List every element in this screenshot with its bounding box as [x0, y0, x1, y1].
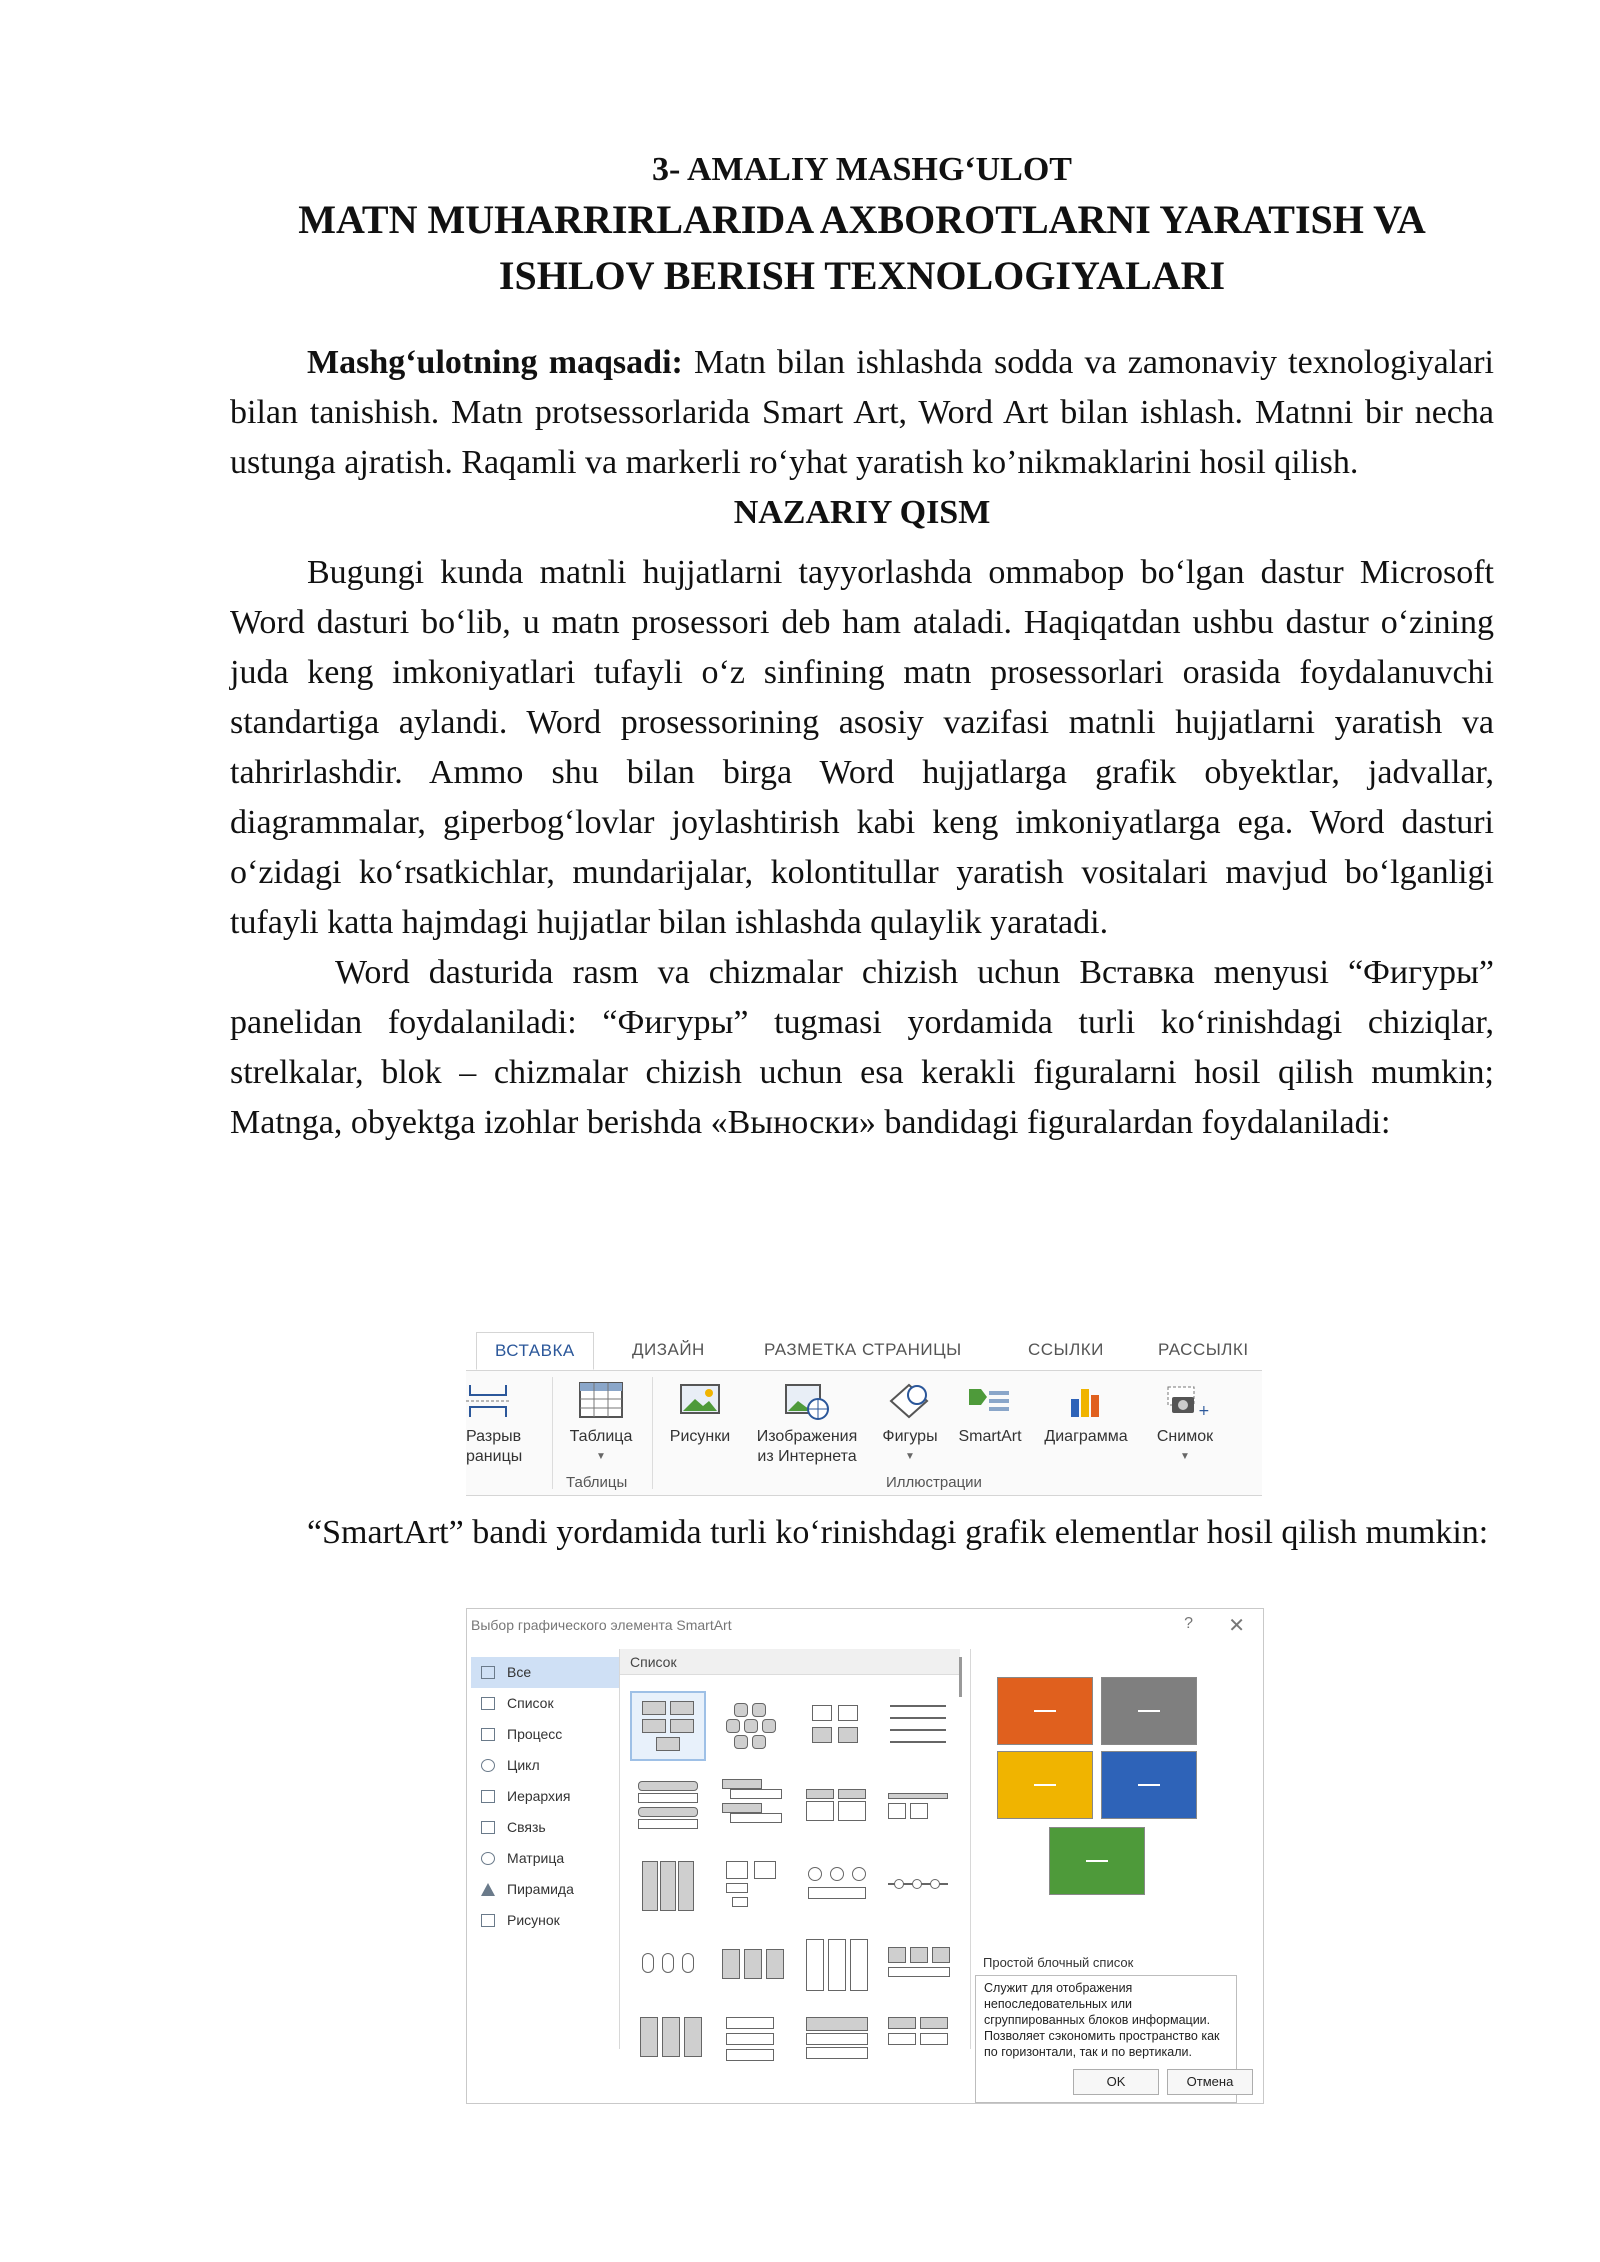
- process-icon: [481, 1728, 495, 1741]
- screenshot-label: Снимок: [1156, 1428, 1214, 1445]
- table-button[interactable]: [556, 1381, 646, 1467]
- smartart-button[interactable]: [950, 1381, 1030, 1447]
- category-label: Связь: [507, 1819, 546, 1835]
- main-title-line-1: MATN MUHARRIRLARIDA AXBOROTLARNI YARATISH VA: [298, 197, 1426, 242]
- category-label: Цикл: [507, 1757, 540, 1773]
- category-label: Список: [507, 1695, 554, 1711]
- category-label: Иерархия: [507, 1788, 571, 1804]
- category-all[interactable]: [471, 1657, 619, 1688]
- page-break-label-2: раницы: [466, 1448, 523, 1465]
- category-label: Матрица: [507, 1850, 565, 1866]
- shapes-icon: [887, 1381, 933, 1421]
- layout-grouped-list[interactable]: [800, 1693, 872, 1759]
- online-pictures-label-2: из Интернета: [757, 1448, 857, 1465]
- layout-tab-list[interactable]: [716, 2013, 788, 2079]
- shapes-dropdown-icon: ▼: [905, 1451, 915, 1462]
- practice-number: 3- AMALIY MASHG‘ULOT: [652, 151, 1072, 188]
- pyramid-icon: [481, 1883, 495, 1896]
- gallery-header: Список: [620, 1649, 960, 1675]
- chart-button[interactable]: [1030, 1381, 1142, 1447]
- category-label: Все: [507, 1664, 532, 1680]
- section-heading: NAZARIY QISM: [733, 494, 991, 531]
- goal-text: Matn bilan ishlashda sodda va zamonaviy texnologiyalari bilan tanishish. Matn protsessorlarida Smart Art, Word Art bilan ishlash. Matnni bir necha ustunga ajratish. Raqamli va markerli ro‘yhat yaratish ko’nikmaklarini hosil qilish.: [230, 344, 1494, 481]
- smartart-label: SmartArt: [958, 1428, 1022, 1445]
- layout-square-accent-list[interactable]: [882, 1933, 954, 1999]
- tab-insert[interactable]: ВСТАВКА: [476, 1332, 594, 1370]
- cycle-icon: [481, 1759, 495, 1772]
- ribbon-body: [466, 1371, 1262, 1496]
- tab-page-layout[interactable]: РАЗМЕТКА СТРАНИЦЫ: [764, 1340, 962, 1359]
- category-cycle[interactable]: [471, 1750, 619, 1781]
- category-picture[interactable]: [471, 1905, 619, 1936]
- tab-mailings[interactable]: РАССЫЛКІ: [1158, 1340, 1249, 1359]
- category-label: Пирамида: [507, 1881, 574, 1897]
- matrix-icon: [481, 1852, 495, 1865]
- preview-block-yellow: [997, 1751, 1093, 1819]
- category-process[interactable]: [471, 1719, 619, 1750]
- layout-pin-list[interactable]: [632, 1933, 704, 1999]
- pictures-icon: [677, 1381, 723, 1421]
- preview-description: Служит для отображения непоследовательных или сгруппированных блоков информации. Позволяет сэкономить пространство как по горизонтали, так и по вертикали.: [975, 1975, 1237, 2103]
- layout-grid-list[interactable]: [882, 2013, 954, 2079]
- online-pictures-label-1: Изображения: [756, 1428, 858, 1445]
- preview-block-gray: [1101, 1677, 1197, 1745]
- category-all-icon: [481, 1666, 495, 1679]
- layout-trapezoid-list[interactable]: [882, 1773, 954, 1839]
- goal-paragraph: [230, 338, 1494, 488]
- category-list-type[interactable]: [471, 1688, 619, 1719]
- cancel-button[interactable]: Отмена: [1167, 2069, 1253, 2095]
- screenshot-icon: [1162, 1381, 1208, 1421]
- preview-layout-name: Простой блочный список: [983, 1955, 1134, 1970]
- shapes-paragraph: Word dasturida rasm va chizmalar chizish uchun Вставка menyusi “Фигуры” panelidan foydalaniladi: “Фигуры” tugmasi yordamida turli ko‘rinishdagi chiziqlar, strelkalar, blok – chizmalar chizish uchun esa kerakli figuralarni hosil qilish mumkin; Matnga, obyektga izohlar berishda «Выноски» bandidagi figuralardan foydalaniladi:: [230, 954, 1494, 1141]
- ribbon-separator: [652, 1377, 653, 1489]
- goal-label: Mashg‘ulotning maqsadi:: [307, 344, 683, 381]
- main-title-line-2: ISHLOV BERISH TEXNOLOGIYALARI: [498, 253, 1226, 298]
- category-matrix[interactable]: [471, 1843, 619, 1874]
- table-icon: [578, 1381, 624, 1421]
- help-icon[interactable]: ?: [1184, 1615, 1193, 1632]
- group-tables-label: Таблицы: [566, 1474, 628, 1491]
- layout-hexagon-list[interactable]: [716, 1693, 788, 1759]
- screenshot-dropdown-icon: ▼: [1180, 1451, 1190, 1462]
- online-pictures-icon: [784, 1381, 830, 1421]
- category-pyramid[interactable]: [471, 1874, 619, 1905]
- layout-vertical-bullet-list[interactable]: [632, 1773, 704, 1839]
- layout-lined-list[interactable]: [882, 1693, 954, 1759]
- dialog-title: Выбор графического элемента SmartArt: [471, 1617, 732, 1633]
- pictures-button[interactable]: [658, 1381, 742, 1447]
- group-illustrations-label: Иллюстрации: [886, 1474, 982, 1491]
- svg-text:+: +: [1198, 1403, 1210, 1419]
- shapes-label: Фигуры: [882, 1428, 938, 1445]
- layout-horizontal-bullet-list[interactable]: [800, 1773, 872, 1839]
- smartart-paragraph: “SmartArt” bandi yordamida turli ko‘rinishdagi grafik elementlar hosil qilish mumkin:: [307, 1514, 1489, 1551]
- preview-pane: [971, 1649, 1257, 2059]
- document-page: [230, 150, 1494, 1148]
- hierarchy-icon: [481, 1790, 495, 1803]
- category-label: Рисунок: [507, 1912, 560, 1928]
- category-hierarchy[interactable]: [471, 1781, 619, 1812]
- layout-vertical-chevron-list[interactable]: [632, 1853, 704, 1919]
- layout-table-list[interactable]: [800, 1933, 872, 1999]
- gallery-scrollbar[interactable]: [959, 1657, 962, 1697]
- layout-bracket-list[interactable]: [716, 1933, 788, 1999]
- pictures-label: Рисунки: [669, 1428, 731, 1445]
- smartart-icon: [967, 1381, 1013, 1421]
- ribbon-tabs: [466, 1332, 1262, 1371]
- layout-dot-timeline[interactable]: [882, 1853, 954, 1919]
- layout-stacked-list[interactable]: [716, 1853, 788, 1919]
- table-label: Таблица: [569, 1428, 633, 1445]
- layout-circle-accent-list[interactable]: [800, 1853, 872, 1919]
- chart-label: Диаграмма: [1044, 1428, 1128, 1445]
- tab-design[interactable]: ДИЗАЙН: [632, 1340, 705, 1359]
- category-label: Процесс: [507, 1726, 563, 1742]
- layout-picture-strips[interactable]: [632, 2013, 704, 2079]
- chart-icon: [1063, 1381, 1109, 1421]
- layout-vertical-box-list[interactable]: [716, 1773, 788, 1839]
- relationship-icon: [481, 1821, 495, 1834]
- preview-block-orange: [997, 1677, 1093, 1745]
- online-pictures-button[interactable]: [742, 1381, 872, 1467]
- preview-block-blue: [1101, 1751, 1197, 1819]
- smartart-dialog: [466, 1608, 1264, 2104]
- ribbon-separator: [552, 1377, 553, 1489]
- page-break-button[interactable]: [466, 1381, 544, 1467]
- list-icon: [481, 1697, 495, 1710]
- word-ribbon-screenshot: [466, 1332, 1262, 1502]
- close-icon[interactable]: ✕: [1228, 1615, 1245, 1637]
- layout-segmented-list[interactable]: [800, 2013, 872, 2079]
- category-list: [471, 1649, 620, 2049]
- screenshot-button[interactable]: [1142, 1381, 1228, 1467]
- shapes-button[interactable]: [870, 1381, 950, 1467]
- page-break-icon: [466, 1381, 512, 1421]
- tab-references[interactable]: ССЫЛКИ: [1028, 1340, 1104, 1359]
- preview-block-green: [1049, 1827, 1145, 1895]
- document-page-bottom: [230, 1508, 1494, 1558]
- ok-button[interactable]: OK: [1073, 2069, 1159, 2095]
- category-relationship[interactable]: [471, 1812, 619, 1843]
- table-dropdown-icon: ▼: [596, 1451, 606, 1462]
- layout-gallery: [620, 1649, 971, 2049]
- layout-basic-block-list[interactable]: [632, 1693, 704, 1759]
- theory-paragraph: Bugungi kunda matnli hujjatlarni tayyorlashda ommabop bo‘lgan dastur Microsoft Word dasturi bo‘lib, u matn prosessori deb ham ataladi. Haqiqatdan ushbu dastur o‘zining juda keng imkoniyatlari tufayli o‘z sinfining matn prosessorlari orasida foydalanuvchi standartiga aylandi. Word prosessorining asosiy vazifasi matnli hujjatlarni yaratish va tahrirlashdir. Ammo shu bilan birga Word hujjatlarga grafik obyektlar, jadvallar, diagrammalar, giperbog‘lovlar joylashtirish kabi keng imkoniyatlarga ega. Word dasturi o‘zidagi ko‘rsatkichlar, mundarijalar, kolontitullar yaratish vositalari mavjud bo‘lganligi tufayli katta hajmdagi hujjatlar bilan ishlashda qulaylik yaratadi.: [230, 554, 1494, 941]
- picture-icon: [481, 1914, 495, 1927]
- page-break-label-1: Разрыв: [466, 1428, 522, 1445]
